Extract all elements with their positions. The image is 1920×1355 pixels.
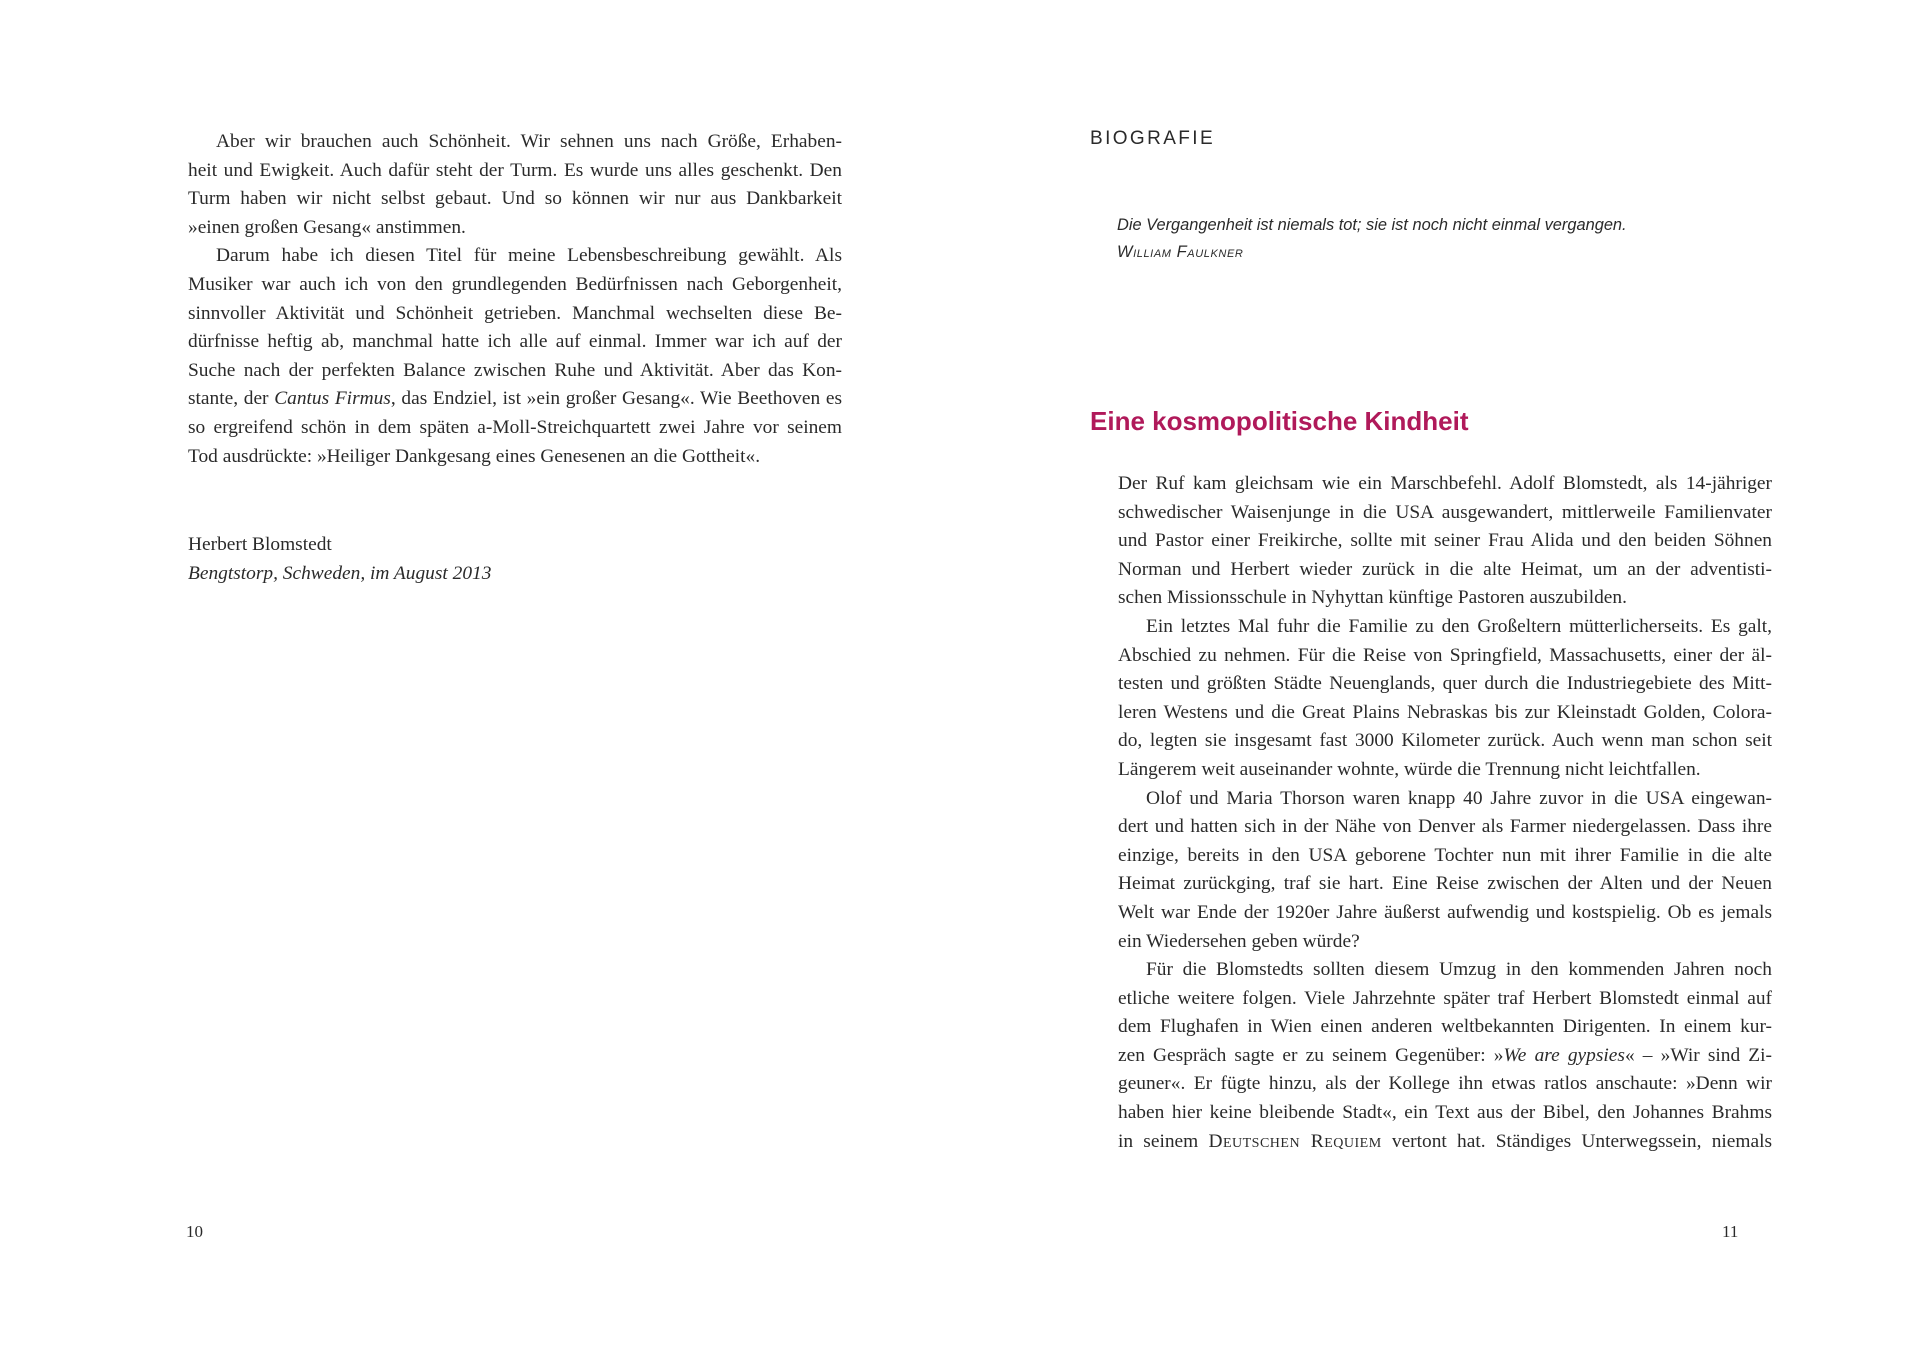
text-line: Abschied zu nehmen. Für die Reise von Springfield, Massachusetts, einer der äl-	[1118, 644, 1772, 666]
text-run: , das Endziel, ist »ein großer Gesang«. Wie Beethoven es	[390, 388, 842, 410]
text-line: geuner«. Er fügte hinzu, als der Kollege ihn etwas ratlos anschaute: »Denn wir	[1118, 1073, 1772, 1095]
text-line: Tod ausdrückte: »Heiliger Dankgesang eines Genesenen an die Gottheit«.	[188, 445, 761, 467]
section-label: BIOGRAFIE	[1090, 128, 1216, 149]
text-line: Musiker war auch ich von den grundlegenden Bedürfnissen nach Geborgenheit,	[188, 273, 842, 295]
text-line: dürfnisse heftig ab, manchmal hatte ich alle auf einmal. Immer war ich auf der	[188, 331, 842, 353]
text-line: dem Flughafen in Wien einen anderen weltbekannten Dirigenten. In einem kur-	[1118, 1016, 1772, 1038]
text-line: Aber wir brauchen auch Schönheit. Wir sehnen uns nach Größe, Erhaben-	[216, 131, 842, 152]
paragraph	[1090, 956, 1772, 1156]
text-line: Norman und Herbert wieder zurück in die alte Heimat, um an der adventisti-	[1118, 558, 1772, 580]
signature-place: Bengtstorp, Schweden, im August 2013	[188, 563, 492, 584]
page-number: 10	[186, 1222, 203, 1241]
epigraph-author: William Faulkner	[1117, 243, 1244, 261]
text-line: Ein letztes Mal fuhr die Familie zu den Großeltern mütterlicherseits. Es galt,	[1146, 615, 1772, 637]
text-line: einzige, bereits in den USA geborene Tochter nun mit ihrer Familie in die alte	[1118, 844, 1772, 866]
text-line: Darum habe ich diesen Titel für meine Lebensbeschreibung gewählt. Als	[216, 245, 842, 267]
italic-term: Cantus Firmus	[274, 388, 391, 410]
text-line	[1090, 1128, 1772, 1157]
text-run: « – »Wir sind Zi-	[1624, 1044, 1772, 1066]
text-line: so ergreifend schön in dem späten a-Moll-Streichquartett zwei Jahre vor seinem	[188, 416, 842, 438]
right-body-text	[1090, 470, 1772, 1156]
work-title: Deutschen Requiem	[1208, 1130, 1382, 1152]
text-line: ein Wiedersehen geben würde?	[1118, 930, 1360, 952]
signature-block	[188, 530, 491, 588]
text-line: Turm haben wir nicht selbst gebaut. Und so können wir nur aus Dankbarkeit	[188, 188, 842, 210]
left-body-text	[160, 128, 842, 471]
text-line	[1090, 1042, 1772, 1071]
paragraph	[160, 128, 842, 242]
text-line: schen Missionsschule in Nyhyttan künftige Pastoren auszubilden.	[1118, 587, 1627, 609]
text-line: schwedischer Waisenjunge in die USA ausgewandert, mittlerweile Familienvater	[1118, 501, 1772, 523]
text-line: Welt war Ende der 1920er Jahre äußerst aufwendig und kostspielig. Ob es jemals	[1118, 901, 1772, 923]
paragraph	[160, 242, 842, 471]
text-line: Olof und Maria Thorson waren knapp 40 Jahre zuvor in die USA eingewan-	[1146, 787, 1772, 809]
text-line: Der Ruf kam gleichsam wie ein Marschbefehl. Adolf Blomstedt, als 14-jähriger	[1118, 473, 1772, 494]
text-line: leren Westens und die Great Plains Nebraskas bis zur Kleinstadt Golden, Colora-	[1118, 701, 1772, 723]
page-number: 11	[1722, 1222, 1739, 1241]
paragraph	[1090, 613, 1772, 785]
chapter-title: Eine kosmopolitische Kindheit	[1090, 406, 1469, 436]
paragraph	[1090, 785, 1772, 957]
italic-quote: We are gypsies	[1503, 1044, 1625, 1066]
text-line: Suche nach der perfekten Balance zwischen Ruhe und Aktivität. Aber das Kon-	[188, 359, 842, 381]
text-run: zen Gespräch sagte er zu seinem Gegenüber: »	[1118, 1044, 1504, 1066]
text-line: Heimat zurückging, traf sie hart. Eine Reise zwischen der Alten und der Neuen	[1118, 873, 1772, 895]
text-line: haben hier keine bleibende Stadt«, ein Text aus der Bibel, den Johannes Brahms	[1118, 1102, 1772, 1124]
text-line: do, legten sie insgesamt fast 3000 Kilometer zurück. Auch wenn man schon seit	[1118, 730, 1772, 752]
text-line: und Pastor einer Freikirche, sollte mit seiner Frau Alida und den beiden Söhnen	[1118, 530, 1772, 552]
text-line: testen und größten Städte Neuenglands, quer durch die Industriegebiete des Mitt-	[1118, 673, 1772, 695]
text-line: Für die Blomstedts sollten diesem Umzug in den kommenden Jahren noch	[1146, 959, 1772, 981]
text-line: dert und hatten sich in der Nähe von Denver als Farmer niedergelassen. Dass ihre	[1118, 816, 1772, 838]
text-line: Längerem weit auseinander wohnte, würde die Trennung nicht leichtfallen.	[1118, 758, 1701, 780]
paragraph	[1090, 470, 1772, 613]
text-line	[160, 385, 842, 414]
text-run: vertont hat. Ständiges Unterwegssein, niemals	[1381, 1130, 1773, 1152]
text-line: »einen großen Gesang« anstimmen.	[188, 216, 466, 238]
text-line: heit und Ewigkeit. Auch dafür steht der Turm. Es wurde uns alles geschenkt. Den	[188, 159, 842, 181]
epigraph	[1117, 212, 1627, 266]
text-line: sinnvoller Aktivität und Schönheit getrieben. Manchmal wechselten diese Be-	[188, 302, 842, 324]
signature-name: Herbert Blomstedt	[188, 534, 332, 555]
epigraph-quote: Die Vergangenheit ist niemals tot; sie ist noch nicht einmal vergangen.	[1117, 216, 1627, 234]
text-line: etliche weitere folgen. Viele Jahrzehnte später traf Herbert Blomstedt einmal auf	[1118, 987, 1772, 1009]
text-run: stante, der	[188, 388, 275, 410]
text-run: in seinem	[1118, 1130, 1209, 1152]
